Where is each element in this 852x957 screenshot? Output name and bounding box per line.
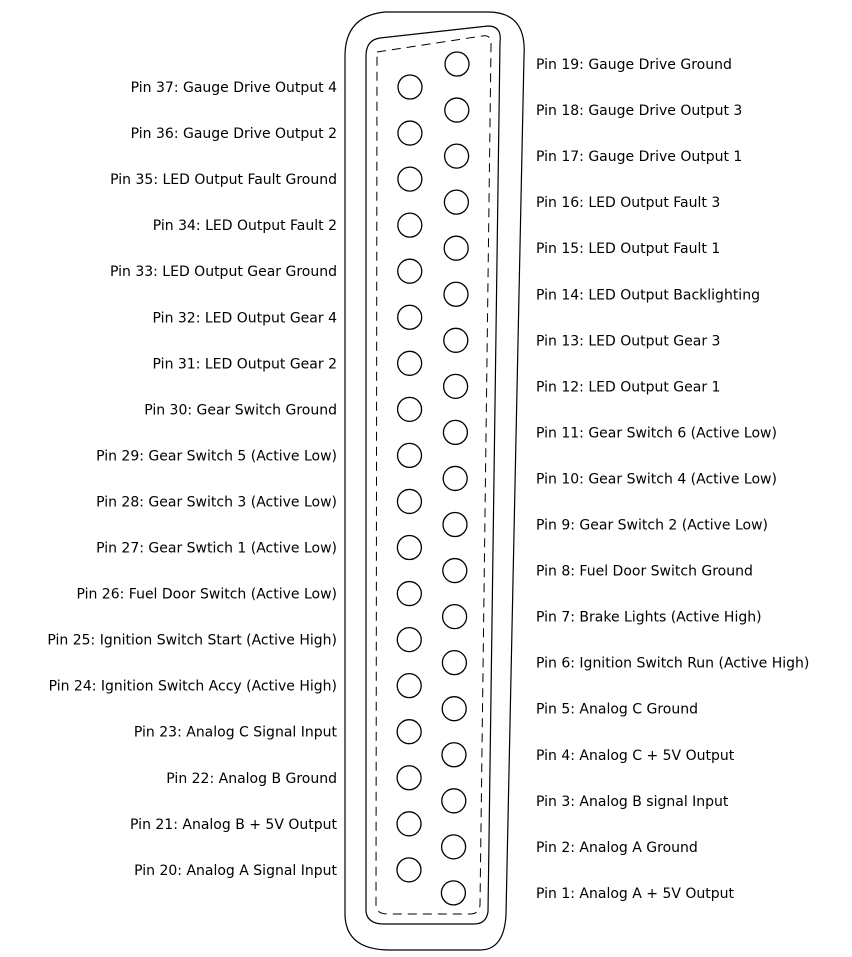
pin-26-label: Pin 26: Fuel Door Switch (Active Low) [76,586,337,603]
pin-11-contact [443,420,467,444]
pin-32-contact [398,305,422,329]
shell-outer-outline [345,12,524,950]
pin-16-contact [444,190,468,214]
pin-17-contact [445,144,469,168]
pin-10-contact [443,466,467,490]
pin-19-contact [445,52,469,76]
pin-30-contact [398,397,422,421]
pin-21-label: Pin 21: Analog B + 5V Output [130,816,337,833]
pin-12-label: Pin 12: LED Output Gear 1 [536,379,721,396]
pin-29-label: Pin 29: Gear Switch 5 (Active Low) [96,448,337,465]
pin-2-label: Pin 2: Analog A Ground [536,839,698,856]
pin-36-contact [398,121,422,145]
pin-13-label: Pin 13: LED Output Gear 3 [536,333,721,350]
pin-7-label: Pin 7: Brake Lights (Active High) [536,609,762,626]
pin-8-contact [443,559,467,583]
pin-18-contact [445,98,469,122]
pin-18-label: Pin 18: Gauge Drive Output 3 [536,103,743,120]
pin-8-label: Pin 8: Fuel Door Switch Ground [536,563,753,580]
pin-26-contact [397,582,421,606]
pin-9-contact [443,513,467,537]
pin-29-contact [398,443,422,467]
pin-12-contact [444,374,468,398]
pin-31-contact [398,351,422,375]
pin-20-label: Pin 20: Analog A Signal Input [134,862,337,879]
pin-25-label: Pin 25: Ignition Switch Start (Active High) [47,632,337,649]
pin-3-label: Pin 3: Analog B signal Input [536,793,729,810]
pin-24-label: Pin 24: Ignition Switch Accy (Active High) [48,678,337,695]
pin-37-label: Pin 37: Gauge Drive Output 4 [130,80,337,96]
pin-21-contact [397,812,421,836]
pin-27-contact [397,536,421,560]
pin-15-label: Pin 15: LED Output Fault 1 [536,241,721,258]
pin-14-contact [444,282,468,306]
pin-33-contact [398,259,422,283]
pin-14-label: Pin 14: LED Output Backlighting [536,287,760,304]
pin-9-label: Pin 9: Gear Switch 2 (Active Low) [536,517,769,534]
pin-3-contact [442,789,466,813]
pin-35-contact [398,167,422,191]
pin-1-label: Pin 1: Analog A + 5V Output [536,885,735,902]
pin-4-label: Pin 4: Analog C + 5V Output [536,747,735,764]
pin-28-label: Pin 28: Gear Switch 3 (Active Low) [96,494,337,511]
pin-32-label: Pin 32: LED Output Gear 4 [152,310,337,327]
pin-13-contact [444,328,468,352]
pin-20-contact [397,858,421,882]
pin-23-contact [397,720,421,744]
pin-16-label: Pin 16: LED Output Fault 3 [536,195,721,212]
pin-34-label: Pin 34: LED Output Fault 2 [152,218,337,235]
right-pin-labels [536,57,809,902]
pin-25-contact [397,628,421,652]
pin-37-contact [398,75,422,99]
pin-24-contact [397,674,421,698]
pin-30-label: Pin 30: Gear Switch Ground [144,402,337,419]
pin-11-label: Pin 11: Gear Switch 6 (Active Low) [536,425,777,442]
shell-dashed-border [376,36,491,914]
pin-33-label: Pin 33: LED Output Gear Ground [109,264,337,281]
pin-15-contact [444,236,468,260]
pin-36-label: Pin 36: Gauge Drive Output 2 [130,126,337,143]
pin-23-label: Pin 23: Analog C Signal Input [133,724,337,741]
pin-34-contact [398,213,422,237]
pin-6-label: Pin 6: Ignition Switch Run (Active High) [536,655,810,672]
pin-5-contact [442,697,466,721]
pin-19-label: Pin 19: Gauge Drive Ground [536,57,732,73]
pin-28-contact [397,489,421,513]
pin-22-contact [397,766,421,790]
pin-6-contact [442,651,466,675]
left-pin-labels [47,80,337,879]
pin-22-label: Pin 22: Analog B Ground [166,770,337,787]
pin-17-label: Pin 17: Gauge Drive Output 1 [536,149,743,166]
pin-1-contact [441,881,465,905]
connector-shell [345,12,524,950]
pin-27-label: Pin 27: Gear Swtich 1 (Active Low) [96,540,337,557]
pin-31-label: Pin 31: LED Output Gear 2 [152,356,337,373]
pin-2-contact [442,835,466,859]
pin-4-contact [442,743,466,767]
shell-inner-outline [366,26,500,924]
pin-35-label: Pin 35: LED Output Fault Ground [110,172,337,189]
pin-grid [397,52,469,905]
pin-7-contact [443,605,467,629]
pin-10-label: Pin 10: Gear Switch 4 (Active Low) [536,471,777,488]
pin-5-label: Pin 5: Analog C Ground [536,701,698,718]
